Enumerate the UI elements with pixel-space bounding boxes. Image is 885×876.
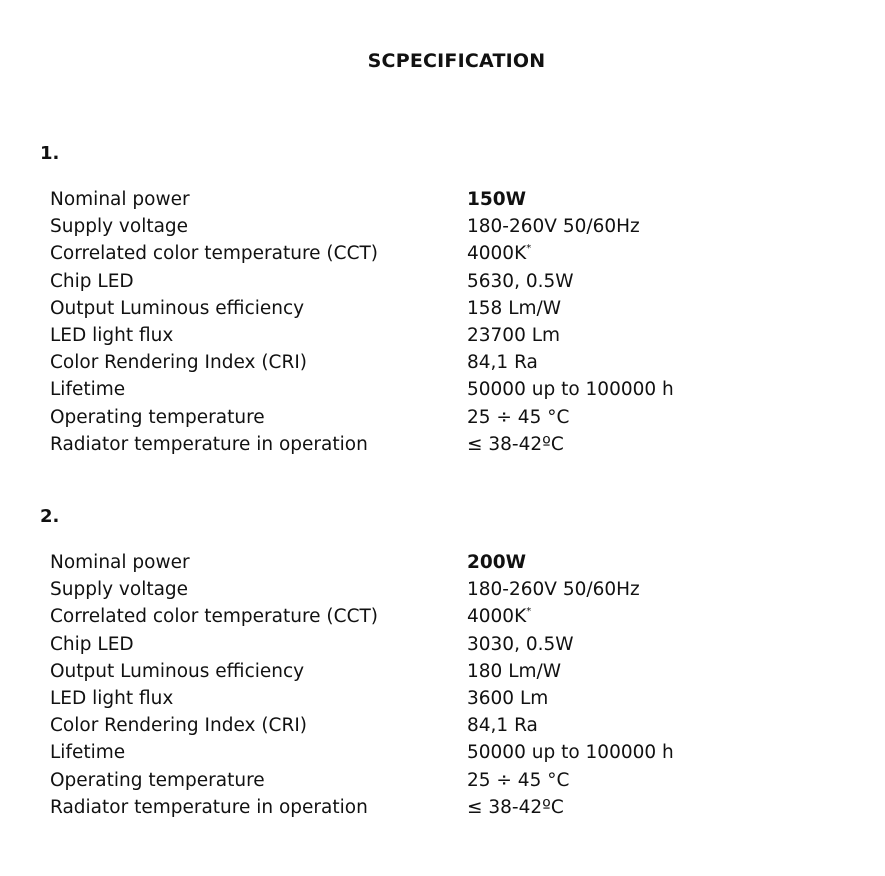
footnote-marker: * <box>526 606 532 618</box>
spec-label: Chip LED <box>50 633 134 655</box>
spec-row-cri <box>50 712 870 739</box>
spec-label: Output Luminous efficiency <box>50 660 305 682</box>
spec-table <box>50 549 870 821</box>
spec-value: 50000 up to 100000 h <box>467 379 674 401</box>
spec-value: 3030, 0.5W <box>467 633 574 655</box>
spec-value: 200W <box>467 552 527 573</box>
spec-row-supply-voltage <box>50 213 870 240</box>
spec-value: 158 Lm/W <box>467 297 562 319</box>
spec-value: 4000K <box>467 243 527 265</box>
footnote-marker: * <box>526 243 532 255</box>
spec-label: LED light flux <box>50 324 174 346</box>
spec-row-operating-temperature <box>50 767 870 794</box>
spec-label: Supply voltage <box>50 579 189 601</box>
spec-value: 4000K <box>467 606 527 628</box>
spec-value: 5630, 0.5W <box>467 270 574 292</box>
spec-row-lifetime <box>50 739 870 766</box>
spec-label: Correlated color temperature (CCT) <box>50 606 379 628</box>
spec-row-chip-led <box>50 631 870 658</box>
spec-value: 50000 up to 100000 h <box>467 742 674 764</box>
spec-label: Color Rendering Index (CRI) <box>50 715 308 737</box>
spec-label: Radiator temperature in operation <box>50 433 368 455</box>
spec-row-nominal-power <box>50 549 870 576</box>
spec-label: Radiator temperature in operation <box>50 796 368 818</box>
spec-table <box>50 186 870 458</box>
spec-row-radiator-temperature <box>50 794 870 821</box>
spec-value: 84,1 Ra <box>467 715 538 737</box>
spec-row-luminous-efficiency <box>50 295 870 322</box>
spec-value: 25 ÷ 45 °C <box>467 769 570 791</box>
spec-label: Nominal power <box>50 189 190 210</box>
spec-value: 84,1 Ra <box>467 352 538 374</box>
spec-value: 180-260V 50/60Hz <box>467 216 640 238</box>
section-number: 2. <box>40 506 60 527</box>
spec-label: Nominal power <box>50 552 190 573</box>
spec-value-wrap <box>467 240 531 267</box>
spec-label: Supply voltage <box>50 216 189 238</box>
spec-row-cri <box>50 349 870 376</box>
spec-label: Correlated color temperature (CCT) <box>50 243 379 265</box>
spec-row-supply-voltage <box>50 576 870 603</box>
spec-row-radiator-temperature <box>50 431 870 458</box>
spec-row-lifetime <box>50 376 870 403</box>
spec-value: 180 Lm/W <box>467 660 562 682</box>
spec-value: 3600 Lm <box>467 687 549 709</box>
spec-value: 25 ÷ 45 °C <box>467 406 570 428</box>
spec-label: Chip LED <box>50 270 134 292</box>
spec-value: ≤ 38-42ºC <box>467 796 564 818</box>
spec-label: Lifetime <box>50 379 126 401</box>
spec-row-light-flux <box>50 685 870 712</box>
spec-value: 180-260V 50/60Hz <box>467 579 640 601</box>
spec-label: LED light flux <box>50 687 174 709</box>
spec-row-chip-led <box>50 268 870 295</box>
spec-label: Operating temperature <box>50 769 265 791</box>
spec-row-light-flux <box>50 322 870 349</box>
spec-value: 23700 Lm <box>467 324 561 346</box>
spec-label: Color Rendering Index (CRI) <box>50 352 308 374</box>
document-title: SCPECIFICATION <box>367 50 546 72</box>
spec-row-luminous-efficiency <box>50 658 870 685</box>
spec-label: Lifetime <box>50 742 126 764</box>
spec-row-nominal-power <box>50 186 870 213</box>
spec-value: ≤ 38-42ºC <box>467 433 564 455</box>
spec-label: Output Luminous efficiency <box>50 297 305 319</box>
spec-row-cct <box>50 603 870 630</box>
spec-row-cct <box>50 240 870 267</box>
spec-label: Operating temperature <box>50 406 265 428</box>
spec-value-wrap <box>467 603 531 630</box>
spec-row-operating-temperature <box>50 404 870 431</box>
spec-value: 150W <box>467 189 527 210</box>
section-number: 1. <box>40 143 60 164</box>
